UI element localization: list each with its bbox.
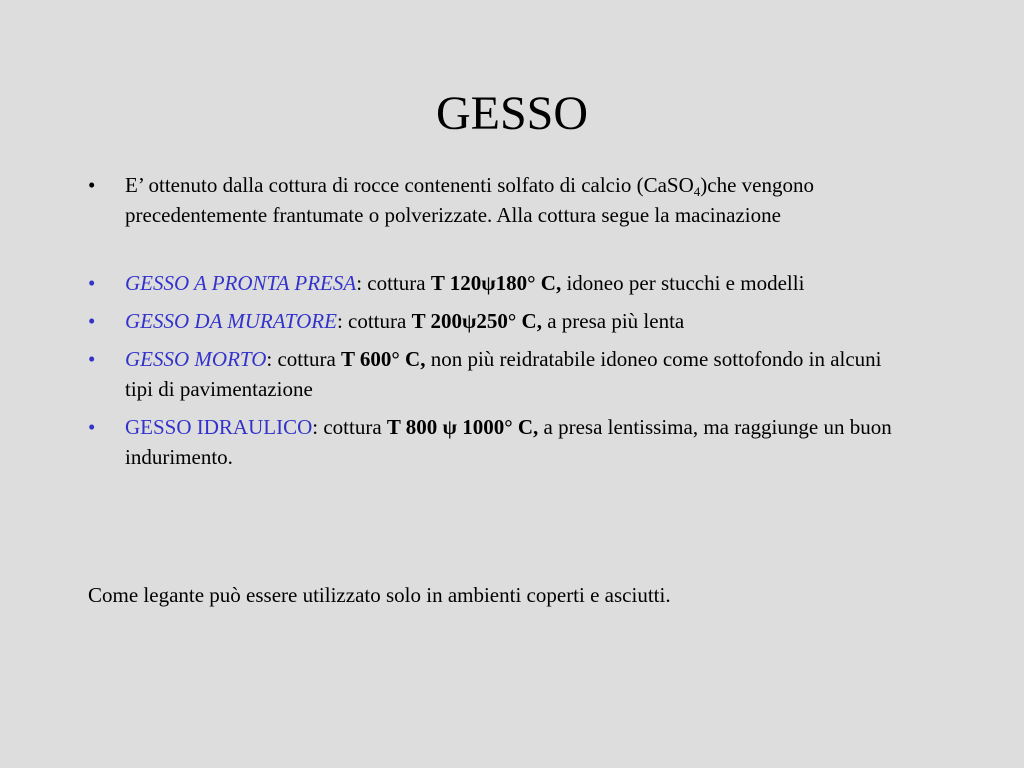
term-morto: GESSO MORTO <box>125 347 267 371</box>
description-morto: non più reidratabile idoneo come sottofondo in alcuni tipi di pavimentazione <box>125 347 882 401</box>
cottura-label: : cottura <box>356 271 431 295</box>
bullet-list <box>88 170 908 472</box>
spacer <box>88 230 908 268</box>
bullet-item-definition <box>88 170 908 230</box>
temperature-pronta-presa: T 120ψ180° C, <box>430 271 562 295</box>
bullet-marker: • <box>88 415 96 439</box>
bullet-marker: • <box>88 173 96 197</box>
cottura-label: : cottura <box>312 415 387 439</box>
term-pronta-presa: GESSO A PRONTA PRESA <box>125 271 357 295</box>
temperature-morto: T 600° C, <box>341 347 426 371</box>
slide-title: GESSO <box>435 87 589 140</box>
description-idraulico: a presa lentissima, ma raggiunge un buon indurimento. <box>125 415 892 469</box>
bullet-item-muratore <box>88 306 908 336</box>
temperature-muratore: T 200ψ250° C, <box>411 309 542 333</box>
temperature-idraulico: T 800 ψ 1000° C, <box>386 415 539 439</box>
description-pronta-presa: idoneo per stucchi e modelli <box>561 271 805 295</box>
term-idraulico: GESSO IDRAULICO <box>125 415 313 439</box>
cottura-label: : cottura <box>266 347 342 371</box>
definition-text-end: )che vengono precedentemente frantumate o polverizzate. Alla cottura segue la macinazione <box>125 173 814 227</box>
definition-text-start: E’ ottenuto dalla cottura di rocce contenenti solfato di calcio (CaSO <box>125 173 694 197</box>
closing-note: Come legante può essere utilizzato solo in ambienti coperti e asciutti. <box>88 583 671 607</box>
bullet-marker: • <box>88 347 96 371</box>
bullet-item-pronta-presa <box>88 268 908 298</box>
cottura-label: : cottura <box>336 309 412 333</box>
bullet-item-morto <box>88 344 908 404</box>
bullet-marker: • <box>88 271 96 295</box>
bullet-item-idraulico <box>88 412 908 472</box>
term-muratore: GESSO DA MURATORE <box>125 309 337 333</box>
description-muratore: a presa più lenta <box>541 309 685 333</box>
subscript-four: 4 <box>693 184 701 199</box>
bullet-marker: • <box>88 309 96 333</box>
